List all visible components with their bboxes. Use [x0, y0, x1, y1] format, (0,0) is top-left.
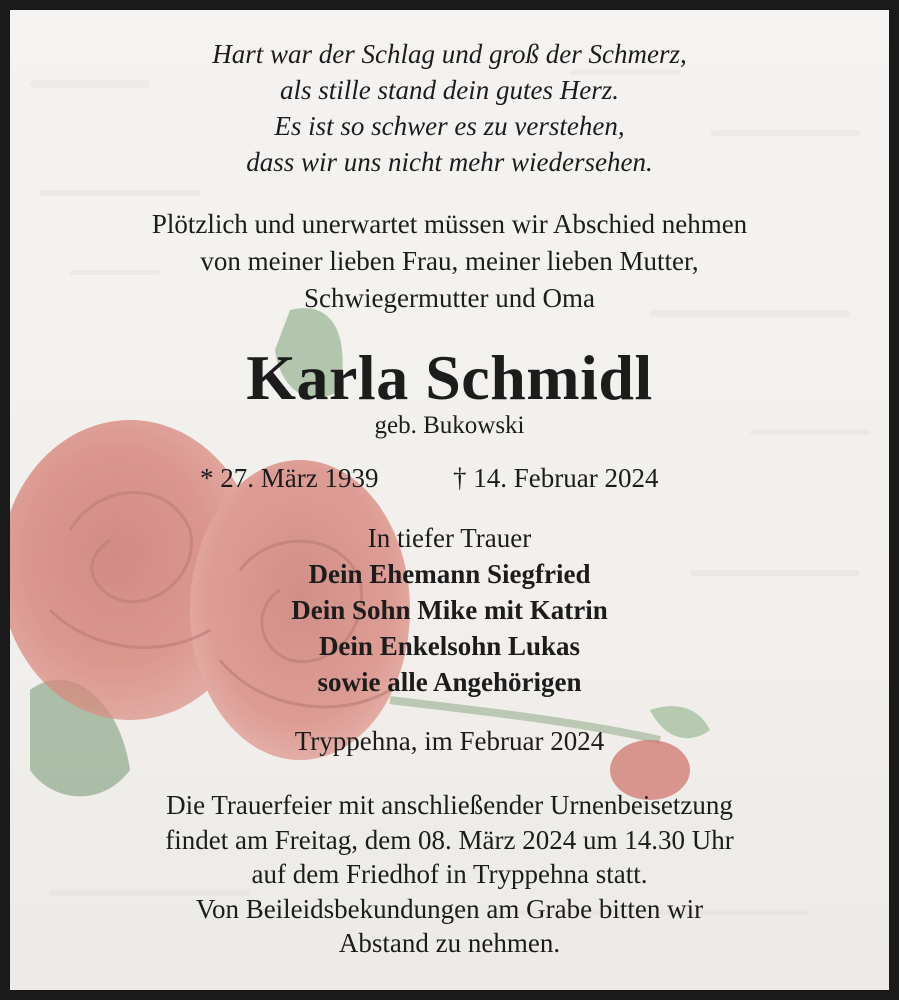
funeral-line: Die Trauerfeier mit anschließender Urnenbeisetzung [166, 790, 733, 820]
mourner-name: Dein Sohn Mike mit Katrin [291, 595, 608, 625]
funeral-line: findet am Freitag, dem 08. März 2024 um 14.30 Uhr [165, 824, 734, 855]
mourners [10, 520, 889, 700]
funeral-line: Abstand zu nehmen. [338, 928, 561, 958]
birth-date: * 27. März 1939 [200, 463, 379, 493]
mourner-name: sowie alle Angehörigen [317, 667, 582, 697]
place-date: Tryppehna, im Februar 2024 [294, 726, 605, 756]
obituary-content [10, 10, 889, 990]
intro-text [10, 206, 889, 317]
mourner-name: Dein Ehemann Siegfried [308, 559, 591, 589]
poem-line: Hart war der Schlag und groß der Schmerz, [212, 39, 687, 69]
intro-line: Schwiegermutter und Oma [304, 283, 595, 313]
intro-line: Plötzlich und unerwartet müssen wir Abschied nehmen [151, 209, 748, 239]
poem [10, 36, 889, 180]
funeral-line: auf dem Friedhof in Tryppehna statt. [251, 859, 648, 889]
death-date: † 14. Februar 2024 [453, 463, 659, 493]
mourner-name: Dein Enkelsohn Lukas [318, 631, 581, 661]
poem-line: als stille stand dein gutes Herz. [280, 75, 619, 105]
poem-line: dass wir uns nicht mehr wiedersehen. [246, 147, 653, 177]
poem-line: Es ist so schwer es zu verstehen, [274, 111, 625, 141]
funeral-line: Von Beileidsbekundungen am Grabe bitten wir [195, 893, 704, 924]
intro-line: von meiner lieben Frau, meiner lieben Mutter, [200, 246, 699, 276]
funeral-info [10, 788, 889, 961]
mourners-heading: In tiefer Trauer [367, 523, 532, 553]
deceased-name: Karla Schmidl [246, 342, 653, 413]
birth-name: geb. Bukowski [374, 412, 525, 439]
